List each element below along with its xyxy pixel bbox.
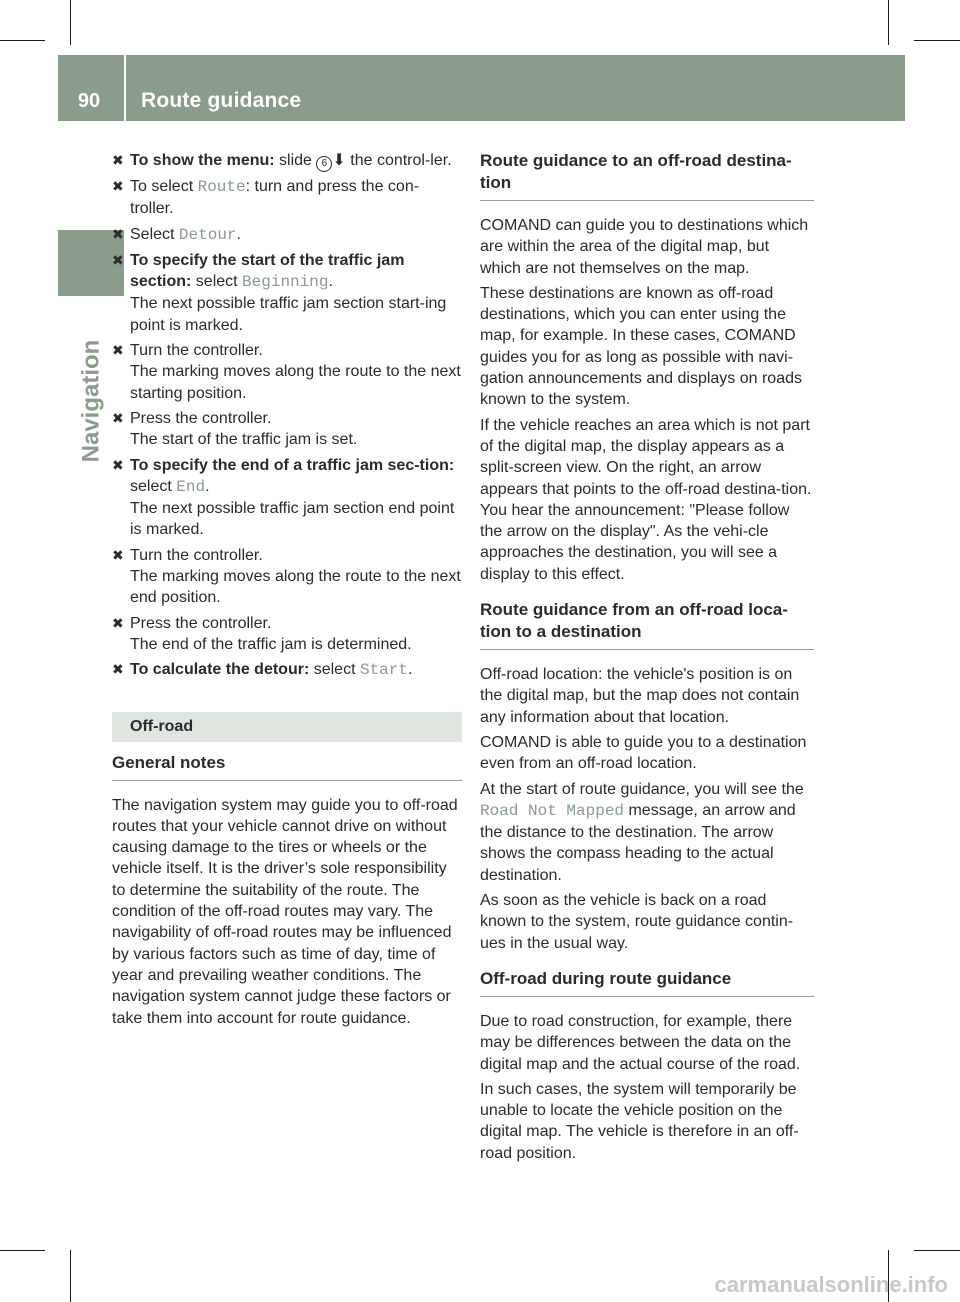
heading-offroad-during-guidance: Off-road during route guidance	[480, 968, 814, 997]
crop-mark	[888, 0, 889, 45]
header-separator	[124, 55, 126, 121]
paragraph: The navigation system may guide you to off-road routes that your vehicle cannot drive on without causing damage to the tires or wheels or the vehicle itself. It is the driver’s sole responsibility to determine the suitability of the route. The condition of the off-road routes may vary. The navigability of off-road routes may be influenced by various factors such as time of day, time of year and prevailing weather conditions. The navigation system cannot judge these factors or take them into account for route guidance.	[112, 796, 458, 1027]
step-item: ✖ Select Detour.	[112, 225, 241, 244]
menu-item-route: Route	[197, 178, 246, 196]
step-item: ✖ To specify the end of a traffic jam sec-tion: select End. The next possible traffic jam section end point is marked.	[112, 455, 462, 541]
menu-item-end: End	[176, 477, 206, 496]
paragraph: In such cases, the system will temporarily be unable to locate the vehicle position on the digital map. The vehicle is therefore in an off-road position.	[480, 1080, 799, 1162]
step-arrow-icon: ✖	[112, 661, 124, 678]
paragraph: If the vehicle reaches an area which is not part of the digital map, the display appears as a split-screen view. On the right, an arrow appears that points to the off-road destina-tion. You hear the announcement: "Please follow the arrow on the display". As the vehi-cle approaches the destination, you will see a display to this effect.	[480, 416, 812, 583]
section-bar-offroad: Off-road	[112, 712, 462, 742]
step-note: The start of the traffic jam is set.	[130, 431, 358, 449]
message-road-not-mapped: Road Not Mapped	[480, 801, 625, 820]
step-arrow-icon: ✖	[112, 342, 124, 359]
step-note: The next possible traffic jam section end point is marked.	[130, 500, 455, 539]
crop-mark	[70, 0, 71, 45]
crop-mark	[0, 40, 45, 41]
crop-mark	[70, 1250, 71, 1302]
crop-mark	[914, 1250, 960, 1251]
step-arrow-icon: ✖	[112, 251, 124, 268]
step-item: ✖ Turn the controller. The marking moves along the route to the next starting position.	[112, 340, 462, 404]
down-arrow-icon: ⬇	[332, 152, 346, 169]
paragraph: COMAND can guide you to destinations which are within the area of the digital map, but which are not themselves on the map.	[480, 217, 809, 277]
page-number: 90	[77, 90, 101, 112]
step-item: ✖ Press the controller. The start of the traffic jam is set.	[112, 408, 462, 451]
paragraph: Off-road location: the vehicle's position is on the digital map, but the map does not contain any information about that location.	[480, 666, 800, 726]
page-title: Route guidance	[141, 89, 302, 112]
paragraph: As soon as the vehicle is back on a road known to the system, route guidance contin-ues in the usual way.	[480, 892, 794, 952]
heading-offroad-location: Route guidance from an off-road loca-tion to a destination	[480, 599, 814, 650]
step-note: The end of the traffic jam is determined.	[130, 635, 412, 653]
menu-item-start: Start	[359, 661, 408, 680]
step-arrow-icon: ✖	[112, 614, 124, 631]
heading-general-notes: General notes	[112, 752, 462, 781]
paragraph: These destinations are known as off-road destinations, which you can enter using the map, for example. In these cases, COMAND guides you for as long as possible with navi-gation announcements and displays on roads known to the system.	[480, 284, 802, 409]
menu-item-detour: Detour	[178, 225, 237, 244]
step-item: ✖ Press the controller. The end of the traffic jam is determined.	[112, 613, 462, 656]
step-note: The next possible traffic jam section start-ing point is marked.	[130, 295, 447, 334]
step-item: ✖ To select Route: turn and press the con-troller.	[112, 178, 420, 218]
heading-offroad-destination: Route guidance to an off-road destina-tion	[480, 150, 814, 201]
step-note: The marking moves along the route to the next starting position.	[130, 363, 461, 402]
step-note: The marking moves along the route to the next end position.	[130, 568, 461, 607]
step-item: ✖ To calculate the detour: select Start.	[112, 661, 413, 680]
step-item: ✖ To show the menu: slide 6 ⬇ the control-ler.	[112, 150, 462, 172]
crop-mark	[0, 1250, 45, 1251]
step-arrow-icon: ✖	[112, 178, 124, 194]
step-arrow-icon: ✖	[112, 225, 124, 242]
step-item: ✖ Turn the controller. The marking moves along the route to the next end position.	[112, 545, 462, 609]
side-tab-label: Navigation	[77, 339, 104, 463]
step-arrow-icon: ✖	[112, 409, 124, 426]
step-arrow-icon: ✖	[112, 456, 124, 473]
step-arrow-icon: ✖	[112, 546, 124, 563]
step-item: ✖ To specify the start of the traffic jam section: select Beginning. The next possible traffic jam section start-ing point is marked.	[112, 250, 462, 336]
paragraph: Due to road construction, for example, there may be differences between the data on the digital map and the actual course of the road.	[480, 1012, 801, 1073]
watermark: carmanualsonline.info	[714, 1272, 948, 1297]
step-arrow-icon: ✖	[112, 152, 124, 168]
left-column	[112, 150, 462, 1033]
right-column	[480, 150, 814, 1168]
paragraph: COMAND is able to guide you to a destination even from an off-road location.	[480, 733, 807, 773]
crop-mark	[914, 40, 960, 41]
controller-slide-icon: 6	[316, 156, 332, 172]
paragraph: At the start of route guidance, you will see the Road Not Mapped message, an arrow and the distance to the destination. The arrow shows the compass heading to the actual destination.	[480, 780, 804, 884]
menu-item-beginning: Beginning	[242, 273, 329, 292]
